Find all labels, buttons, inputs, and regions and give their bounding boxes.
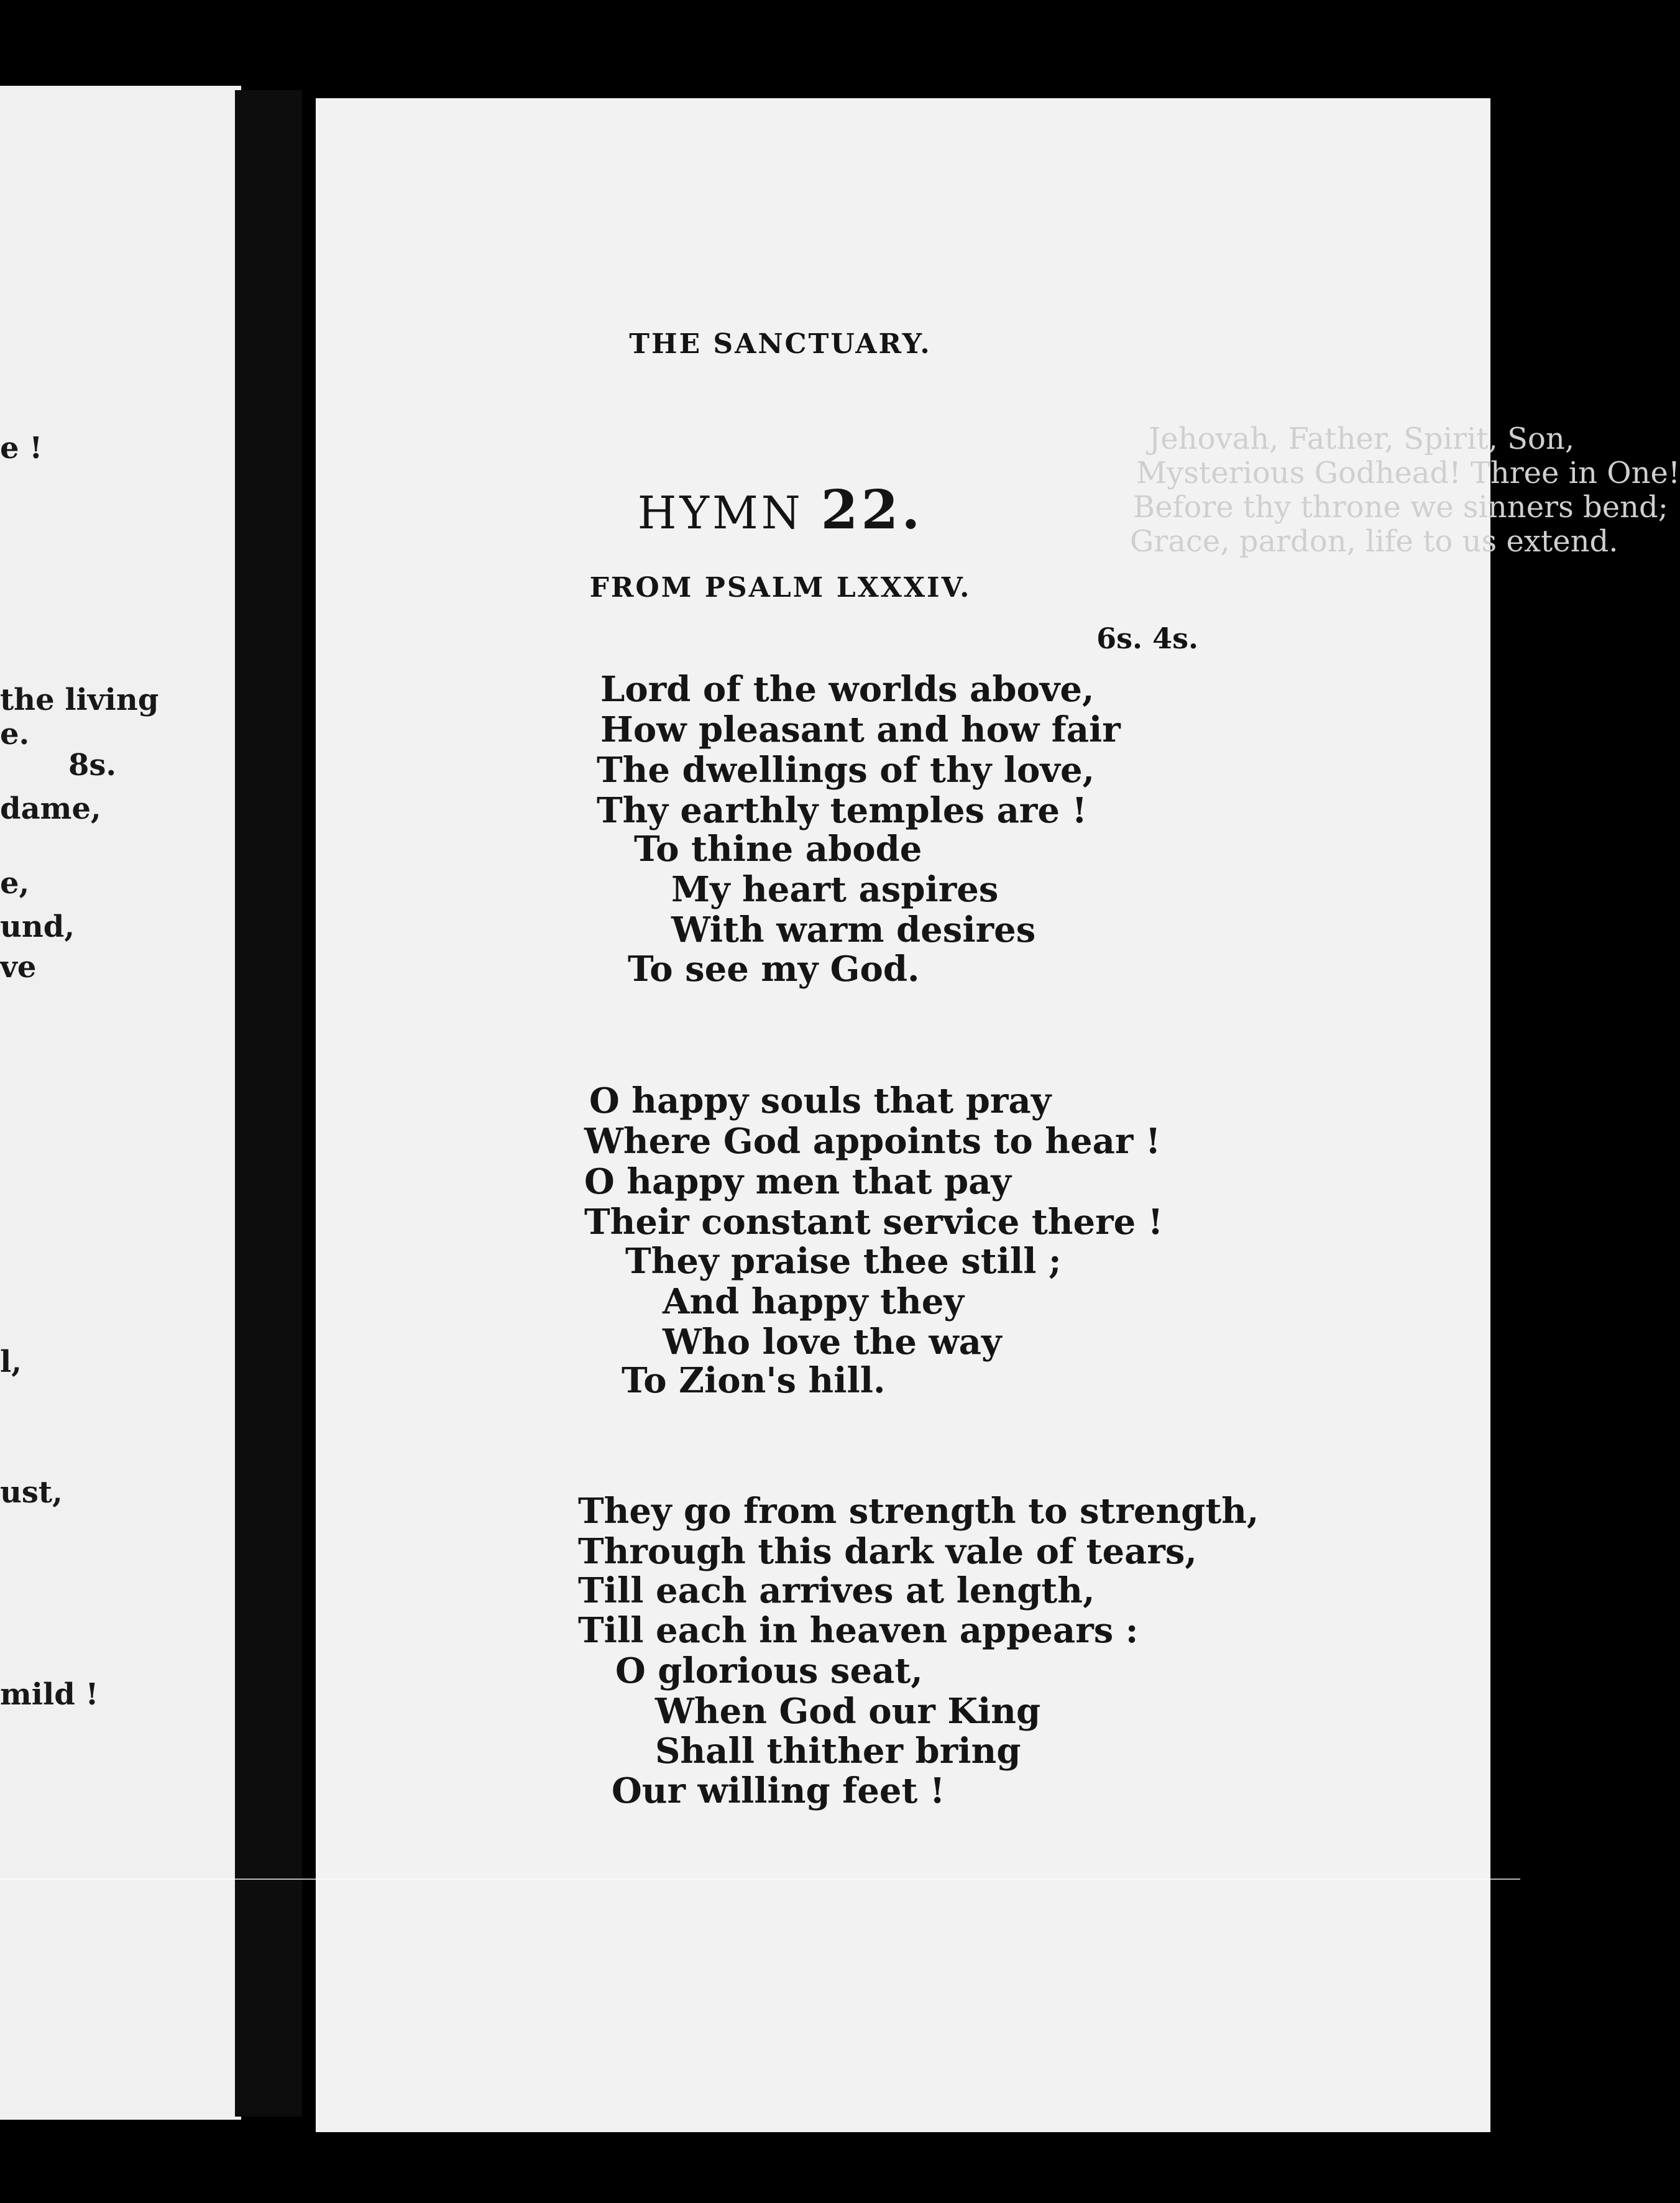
verse-line: Thy earthly temples are ! xyxy=(597,790,1088,831)
show-through-text: Before thy throne we sinners bend; xyxy=(1133,490,1668,525)
verse-line: Our willing feet ! xyxy=(612,1770,945,1811)
verse-line: Shall thither bring xyxy=(655,1731,1021,1772)
left-page-fragment: the living xyxy=(0,683,159,717)
hymn-source: FROM PSALM LXXXIV. xyxy=(589,572,971,604)
left-page xyxy=(0,86,241,2120)
verse-line: With warm desires xyxy=(671,909,1036,950)
verse-line: To Zion's hill. xyxy=(622,1360,886,1401)
verse-line: Who love the way xyxy=(663,1322,1002,1363)
verse-line: To thine abode xyxy=(634,829,922,870)
hymn-title xyxy=(316,479,1245,541)
verse-line: O happy men that pay xyxy=(584,1161,1011,1202)
hymn-meter: 6s. 4s. xyxy=(1096,622,1198,655)
verse-line: To see my God. xyxy=(628,949,920,990)
show-through-text: Jehovah, Father, Spirit, Son, xyxy=(1149,421,1575,456)
running-header: THE SANCTUARY. xyxy=(629,328,932,360)
verse-line: How pleasant and how fair xyxy=(600,709,1121,750)
verse-line: Through this dark vale of tears, xyxy=(578,1531,1197,1572)
left-page-fragment: e ! xyxy=(0,431,43,466)
right-page xyxy=(316,98,1680,2132)
left-page-fragment: 8s. xyxy=(68,748,117,783)
verse-line: And happy they xyxy=(663,1281,964,1322)
verse-line: They praise thee still ; xyxy=(625,1241,1062,1282)
show-through-text: Mysterious Godhead! Three in One! xyxy=(1136,456,1680,490)
left-page-fragment: und, xyxy=(0,909,75,944)
verse-line: Where God appoints to hear ! xyxy=(584,1121,1161,1162)
show-through-text: Grace, pardon, life to us extend. xyxy=(1130,524,1618,559)
book-binding-gutter xyxy=(235,90,302,2117)
verse-line: Till each in heaven appears : xyxy=(578,1610,1139,1651)
left-page-fragment: mild ! xyxy=(0,1677,99,1712)
left-page-fragment: l, xyxy=(0,1345,22,1379)
scan-artifact-line xyxy=(0,1879,1520,1880)
left-page-fragment: e. xyxy=(0,717,30,752)
verse-line: They go from strength to strength, xyxy=(578,1491,1259,1532)
hymn-number: 22. xyxy=(820,479,924,541)
left-page-fragment: ve xyxy=(0,950,37,985)
hymn-label: HYMN xyxy=(637,487,804,539)
verse-line: Their constant service there ! xyxy=(584,1202,1164,1243)
verse-line: Lord of the worlds above, xyxy=(600,669,1095,710)
left-page-fragment: e, xyxy=(0,866,30,901)
verse-line: O glorious seat, xyxy=(615,1650,923,1691)
verse-line: O happy souls that pray xyxy=(589,1080,1052,1121)
verse-line: Till each arrives at length, xyxy=(578,1570,1095,1611)
verse-line: The dwellings of thy love, xyxy=(597,750,1095,791)
verse-line: My heart aspires xyxy=(671,869,999,910)
left-page-fragment: ust, xyxy=(0,1475,63,1510)
verse-line: When God our King xyxy=(655,1691,1041,1732)
left-page-fragment: dame, xyxy=(0,791,101,826)
